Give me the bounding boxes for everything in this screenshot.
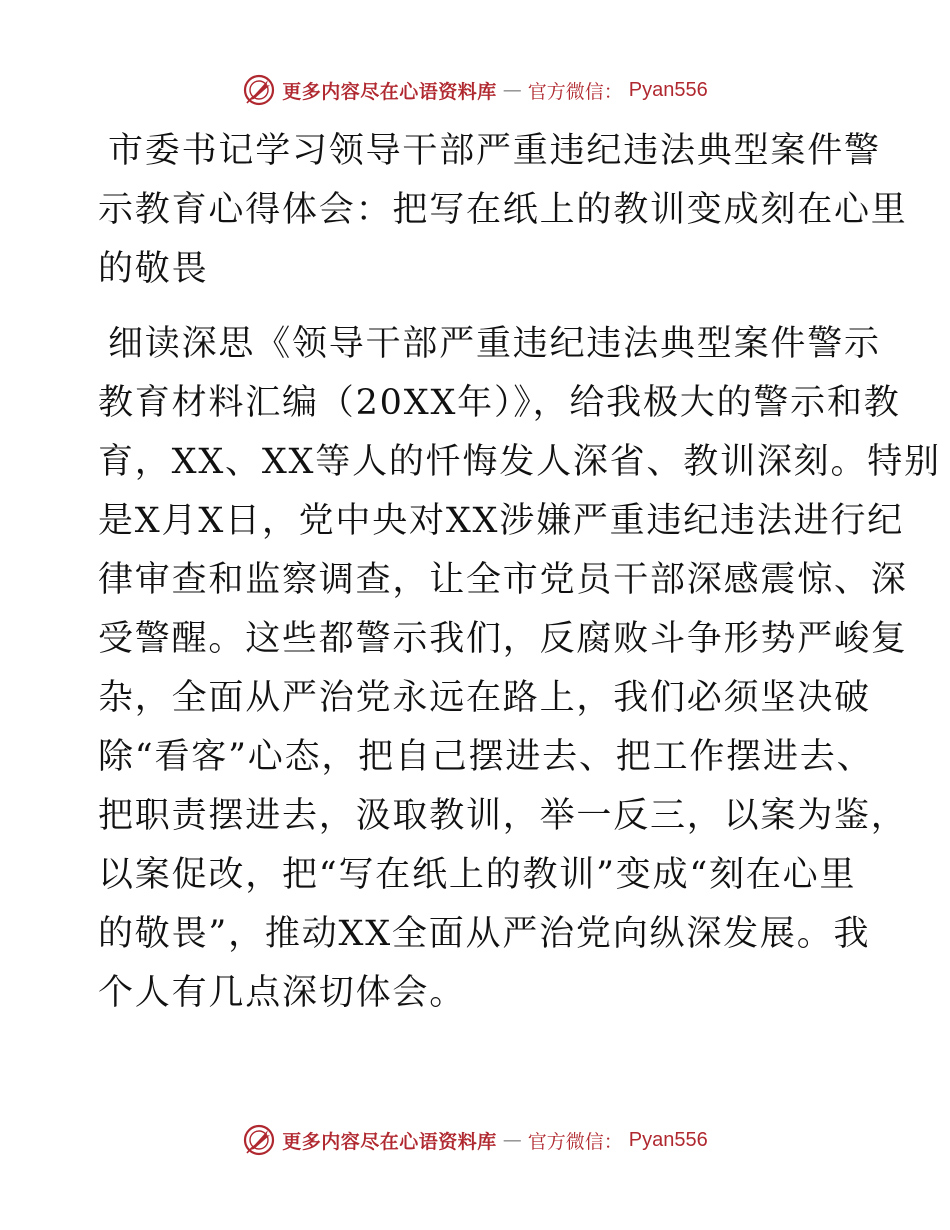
body-line: 律审查和监察调查，让全市党员干部深感震惊、深 [98,560,908,600]
body-line: 受警醒。这些都警示我们，反腐败斗争形势严峻复 [98,619,908,659]
header-banner [0,70,950,110]
body-paragraph [98,315,941,1023]
body-line: 除“看客”心态，把自己摆进去、把工作摆进去、 [98,737,874,777]
title-line: 示教育心得体会：把写在纸上的教训变成刻在心里 [98,190,908,230]
banner-separator: — [502,1129,522,1151]
banner-wechat-id: Pyan556 [628,78,708,101]
banner-text: 更多内容尽在心语资料库 [282,80,497,103]
body-line: 教育材料汇编（20XX年）》，给我极大的警示和教 [98,383,901,423]
banner-text: 更多内容尽在心语资料库 [282,1130,497,1153]
banner-wechat-id: Pyan556 [628,1128,708,1151]
quill-logo-icon [242,73,276,107]
body-line: 育，XX、XX等人的忏悔发人深省、教训深刻。特别 [98,442,941,482]
banner-label: 官方微信： [527,80,623,103]
title-line: 的敬畏 [98,249,209,289]
title-line: 市委书记学习领导干部严重违纪违法典型案件警 [108,131,881,171]
body-line: 是X月X日，党中央对XX涉嫌严重违纪违法进行纪 [98,501,905,541]
document-title [98,122,908,299]
body-line: 的敬畏”，推动XX全面从严治党向纵深发展。我 [98,914,871,954]
body-line: 个人有几点深切体会。 [98,973,467,1013]
body-line: 细读深思《领导干部严重违纪违法典型案件警示 [108,324,881,364]
banner-separator: — [502,79,522,101]
quill-logo-icon [242,1123,276,1157]
banner-label: 官方微信： [527,1130,623,1153]
body-line: 以案促改，把“写在纸上的教训”变成“刻在心里 [98,855,857,895]
document-body [98,122,941,1023]
body-line: 杂，全面从严治党永远在路上，我们必须坚决破 [98,678,871,718]
body-line: 把职责摆进去，汲取教训，举一反三，以案为鉴， [98,796,908,836]
footer-banner [0,1120,950,1160]
